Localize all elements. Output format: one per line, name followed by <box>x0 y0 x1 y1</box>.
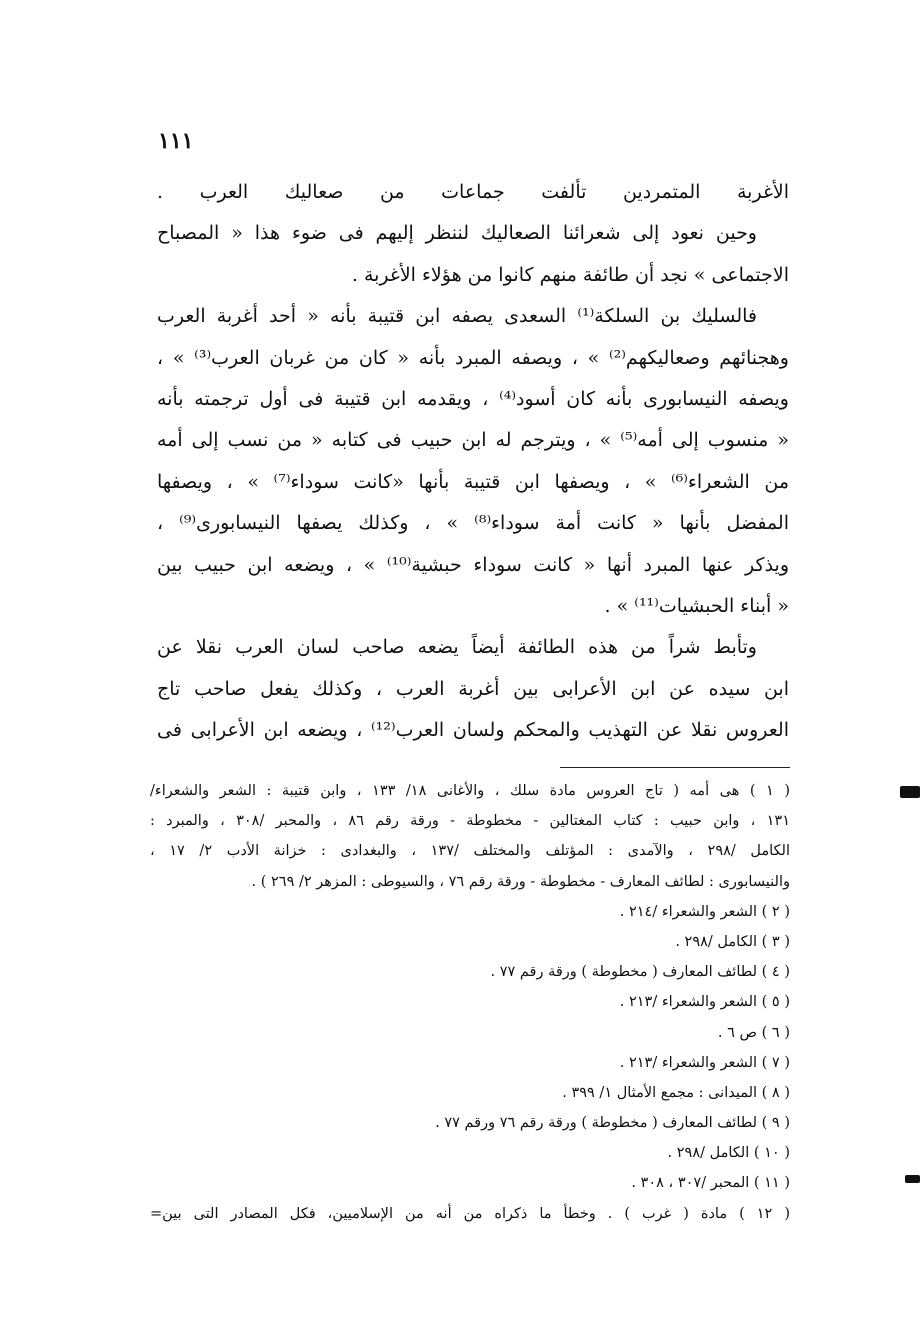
text-line: وحين نعود إلى شعرائنا الصعاليك لننظر إليهم فى ضوء هذا « المصباح <box>157 222 757 245</box>
scan-edge-mark <box>900 786 920 798</box>
scan-edge-mark <box>905 1175 920 1183</box>
footnote-line: ( ١٢ ) مادة ( غرب ) . وخطأ ما ذكراه من أنه من الإسلاميين، فكل المصادر التى بين= <box>150 1205 790 1222</box>
footnote-line: ( ٧ ) الشعر والشعراء /٢١٣ . <box>619 1054 790 1071</box>
text-line: الأغربة المتمردين تألفت جماعات من صعاليك العرب . <box>157 181 789 203</box>
footnote-line: ( ٥ ) الشعر والشعراء /٢١٣ . <box>619 994 790 1011</box>
page-number: ١١١ <box>158 128 194 154</box>
text-line: المفضل بأنها « كانت أمة سوداء⁽⁸⁾ » ، وكذلك يصفها النيسابورى⁽⁹⁾ ، <box>157 512 789 535</box>
footnote-line: ( ١١ ) المحبر /٣٠٧ ، ٣٠٨ . <box>631 1175 790 1192</box>
footnote-line: ( ٢ ) الشعر والشعراء /٢١٤ . <box>619 903 790 920</box>
footnotes <box>150 776 790 1229</box>
text-line: من الشعراء⁽⁶⁾ » ، ويصفها ابن قتيبة بأنها «كانت سوداء⁽⁷⁾ » ، ويصفها <box>157 470 789 493</box>
text-line: « منسوب إلى أمه⁽⁵⁾ » ، ويترجم له ابن حبيب فى كتابه « من نسب إلى أمه <box>157 429 789 452</box>
text-line: « أبناء الحبشيات⁽¹¹⁾ » . <box>604 594 789 617</box>
footnote-divider <box>560 767 790 768</box>
text-line: ويصفه النيسابورى بأنه كان أسود⁽⁴⁾ ، ويقدمه ابن قتيبة فى أول ترجمته بأنه <box>157 387 789 410</box>
text-line: الاجتماعى » نجد أن طائفة منهم كانوا من هؤلاء الأغربة . <box>351 263 789 286</box>
text-line: وتأبط شراً من هذه الطائفة أيضاً يضعه صاحب لسان العرب نقلا عن <box>157 636 757 659</box>
text-line: العروس نقلا عن التهذيب والمحكم ولسان العرب⁽¹²⁾ ، ويضعه ابن الأعرابى فى <box>157 719 789 742</box>
footnote-line: ( ٨ ) الميدانى : مجمع الأمثال ١/ ٣٩٩ . <box>562 1084 790 1101</box>
footnote-line: ( ١ ) هى أمه ( تاج العروس مادة سلك ، والأغانى ١٨/ ١٣٣ ، وابن قتيبة : الشعر والشعراء/ <box>150 783 790 799</box>
text-line: ابن سيده عن ابن الأعرابى بين أغربة العرب ، وكذلك يفعل صاحب تاج <box>157 677 789 700</box>
footnote-line: ( ١٠ ) الكامل /٢٩٨ . <box>667 1145 790 1162</box>
footnote-line: ( ٦ ) ص ٦ . <box>717 1024 790 1041</box>
main-text <box>157 172 789 751</box>
footnote-line: ( ٤ ) لطائف المعارف ( مخطوطة ) ورقة رقم ٧٧ . <box>490 964 790 981</box>
text-line: ويذكر عنها المبرد أنها « كانت سوداء حبشية⁽¹⁰⁾ » ، ويضعه ابن حبيب بين <box>157 553 789 576</box>
footnote-line: والنيسابورى : لطائف المعارف - مخطوطة - ورقة رقم ٧٦ ، والسيوطى : المزهر ٢/ ٢٦٩ ) . <box>251 873 790 890</box>
text-line: وهجنائهم وصعاليكهم⁽²⁾ » ، ويصفه المبرد بأنه « كان من غربان العرب⁽³⁾ » ، <box>157 346 789 369</box>
footnote-line: ( ٩ ) لطائف المعارف ( مخطوطة ) ورقة رقم ٧٦ ورقم ٧٧ . <box>435 1115 790 1132</box>
text-line: فالسليك بن السلكة⁽¹⁾ السعدى يصفه ابن قتيبة بأنه « أحد أغربة العرب <box>157 305 757 328</box>
footnote-line: ١٣١ ، وابن حبيب : كتاب المغتالين - مخطوطة - ورقة رقم ٨٦ ، والمحبر /٣٠٨ ، والمبرد : <box>150 813 790 830</box>
footnote-line: ( ٣ ) الكامل /٢٩٨ . <box>675 933 790 950</box>
footnote-line: الكامل /٢٩٨ ، والآمدى : المؤتلف والمختلف /١٣٧ ، والبغدادى : خزانة الأدب ٢/ ١٧ ، <box>150 843 790 860</box>
